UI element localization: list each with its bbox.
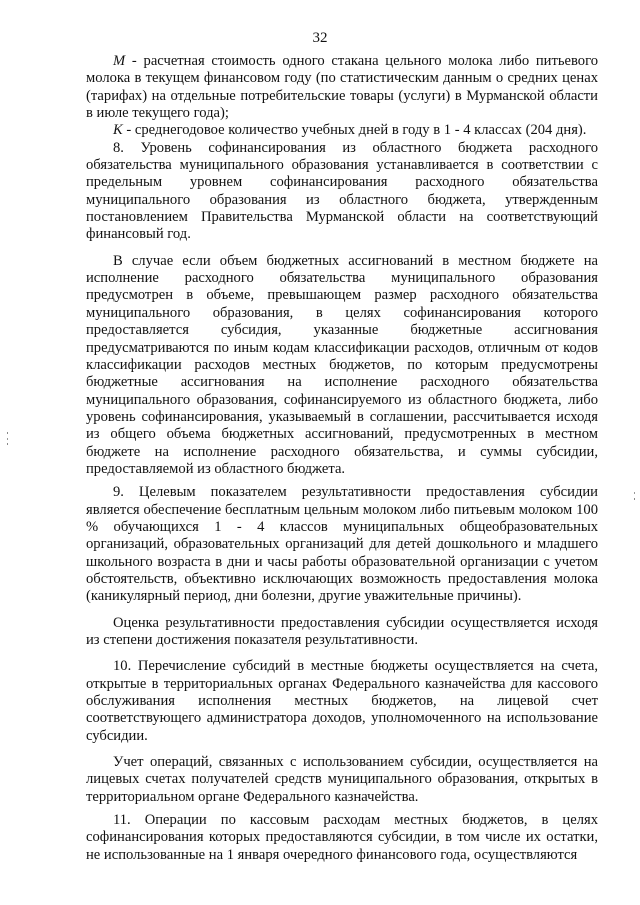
- paragraph-effectiveness-evaluation: Оценка результативности предоставления субсидии осуществляется исходя из степени достижения показателя результативности.: [86, 614, 598, 648]
- paragraph-item-11: 11. Операции по кассовым расходам местных бюджетов, в целях софинансирования которых предоставляются субсидии, в том числе их остатки, не использованные на 1 января очередного финансового года, осуществляются: [86, 812, 598, 863]
- variable-k-definition: - среднегодовое количество учебных дней в году в 1 - 4 классах (204 дня).: [122, 122, 587, 139]
- document-body: [86, 53, 598, 864]
- paragraph-variable-k: [86, 122, 598, 139]
- paragraph-operations-accounting: Учет операций, связанных с использованием субсидии, осуществляется на лицевых счетах получателей средств муниципального образования, открытых в территориальном органе Федерального казначейства.: [86, 754, 598, 805]
- paragraph-item-9: 9. Целевым показателем результативности предоставления субсидии является обеспечение бесплатным цельным молоком либо питьевым молоком 100 % обучающихся 1 - 4 классов муниципальных общеобразовательных организаций, образовательных организаций для детей дошкольного и младшего школьного возраста в дни и часы работы образовательной организации с учетом обстоятельств, объективно исключающих возможность предоставления молока (каникулярный период, дни болезни, другие уважительные причины).: [86, 484, 598, 605]
- page-number: 32: [312, 30, 328, 46]
- scan-speck-left: [6, 432, 9, 446]
- scan-speck-right: [633, 492, 636, 502]
- paragraph-item-8: 8. Уровень софинансирования из областного бюджета расходного обязательства муниципального образования устанавливается в соответствии с предельным уровнем софинансирования расходного обязательства муниципального образования из областного бюджета, утвержденным постановлением Правительства Мурманской области на соответствующий финансовый год.: [86, 139, 598, 243]
- variable-k: К: [113, 122, 123, 139]
- paragraph-item-10: 10. Перечисление субсидий в местные бюджеты осуществляется на счета, открытые в территориальных органах Федерального казначейства для кассового обслуживания исполнения местных бюджетов, на лицевой счет соответствующего администратора доходов, уполномоченного на использование субсидии.: [86, 658, 598, 744]
- paragraph-budget-allocations: В случае если объем бюджетных ассигнований в местном бюджете на исполнение расходного обязательства муниципального образования предусмотрен в объеме, превышающем размер расходного обязательства муниципального образования, в целях софинансирования которого предоставляется субсидия, указанные бюджетные ассигнования предусматриваются по иным кодам классификации расходов, отличным от кодов классификации расходов местных бюджетов, по которым предусмотрены бюджетные ассигнования на исполнение расходного обязательства муниципального образования, софинансируемого из областного бюджета, либо уровень софинансирования, указываемый в соглашении, рассчитывается исходя из общего объема бюджетных ассигнований, предусмотренных в местном бюджете на исполнение расходного обязательства, и суммы субсидии, предоставляемой из областного бюджета.: [86, 252, 598, 477]
- variable-m-definition: - расчетная стоимость одного стакана цельного молока либо питьевого молока в текущем финансовом году (по статистическим данным о средних ценах (тарифах) на отдельные потребительские товары (услуги) в Мурманской области в июле текущего года);: [86, 53, 598, 122]
- variable-m: М: [113, 53, 126, 69]
- paragraph-variable-m: [86, 53, 598, 122]
